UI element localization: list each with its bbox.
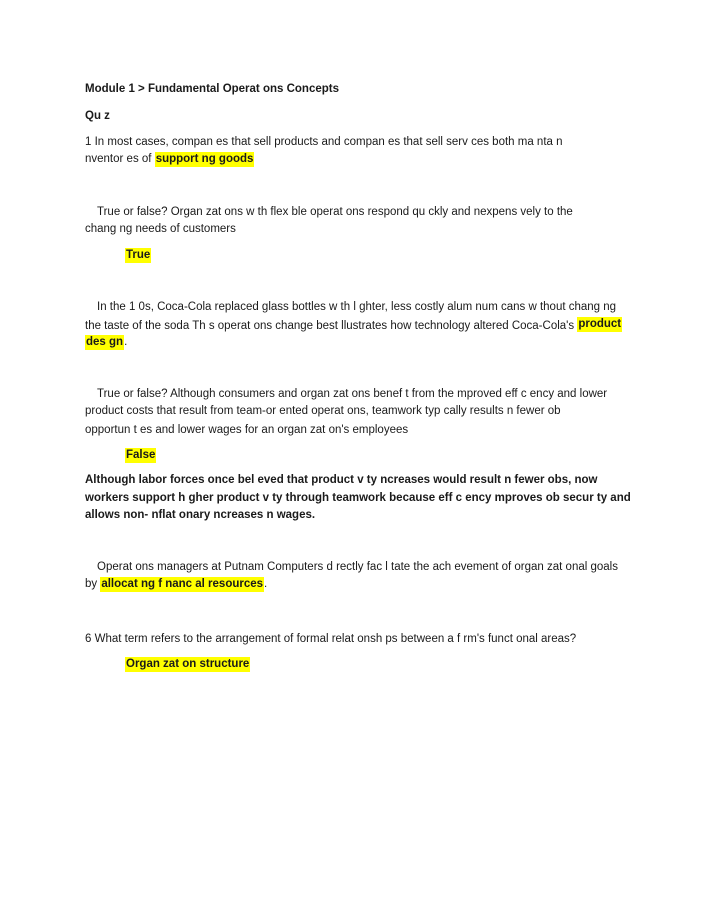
breadcrumb: Module 1 > Fundamental Operat ons Concepts	[85, 83, 339, 95]
question-6-text: 6 What term refers to the arrangement of formal relat onsh ps between a f rm's funct onal areas?	[85, 633, 577, 645]
question-5-answer: allocat ng f nanc al resources	[101, 578, 264, 590]
question-1-continuation	[85, 151, 254, 167]
question-4-line-2: product costs that result from team-or ented operat ons, teamwork typ cally results n fewer ob	[85, 405, 561, 417]
question-2-answer-line	[125, 247, 151, 263]
question-4-explanation-2: workers support h gher product v ty through teamwork because eff c ency mproves ob secur ty and	[85, 492, 631, 504]
question-5-text: Operat ons managers at Putnam Computers d rectly fac l tate the ach evement of organ zat onal goals	[97, 561, 618, 573]
question-4-explanation-3: allows non- nflat onary ncreases n wages.	[85, 509, 316, 521]
question-4-text: True or false? Although consumers and organ zat ons benef t from the mproved eff c ency and lower	[97, 388, 608, 400]
question-4-answer: False	[126, 449, 156, 461]
question-4-explanation-1: Although labor forces once bel eved that product v ty ncreases would result n fewer obs, now	[85, 474, 598, 486]
question-6-answer-line	[125, 656, 250, 672]
question-3-answer-line	[85, 334, 127, 350]
question-4-answer-line	[125, 447, 156, 463]
question-5-suffix: .	[264, 578, 268, 590]
question-2-text: True or false? Organ zat ons w th flex ble operat ons respond qu ckly and nexpens vely to the	[97, 206, 573, 218]
question-2-continuation: chang ng needs of customers	[85, 223, 236, 235]
question-6-answer: Organ zat on structure	[126, 658, 250, 670]
question-4-line-3: opportun t es and lower wages for an organ zat on's employees	[85, 424, 409, 436]
question-3-continuation	[85, 318, 622, 334]
question-1-answer: support ng goods	[155, 153, 254, 165]
quiz-heading: Qu z	[85, 110, 110, 122]
question-5-prefix: by	[85, 578, 101, 590]
question-3-answer-part2: des gn	[86, 336, 124, 348]
question-3-prefix: the taste of the soda Th s operat ons change best llustrates how technology altered Coca-Cola's	[85, 320, 578, 332]
question-1-text: 1 In most cases, compan es that sell products and compan es that sell serv ces both ma nta n	[85, 136, 563, 148]
question-2-answer: True	[126, 249, 151, 261]
question-5-continuation	[85, 576, 267, 592]
question-3-answer-part1: product	[578, 318, 622, 330]
question-3-text: In the 1 0s, Coca-Cola replaced glass bottles w th l ghter, less costly alum num cans w thout chang ng	[97, 301, 617, 313]
question-1-prefix: nventor es of	[85, 153, 155, 165]
question-3-suffix: .	[124, 336, 128, 348]
